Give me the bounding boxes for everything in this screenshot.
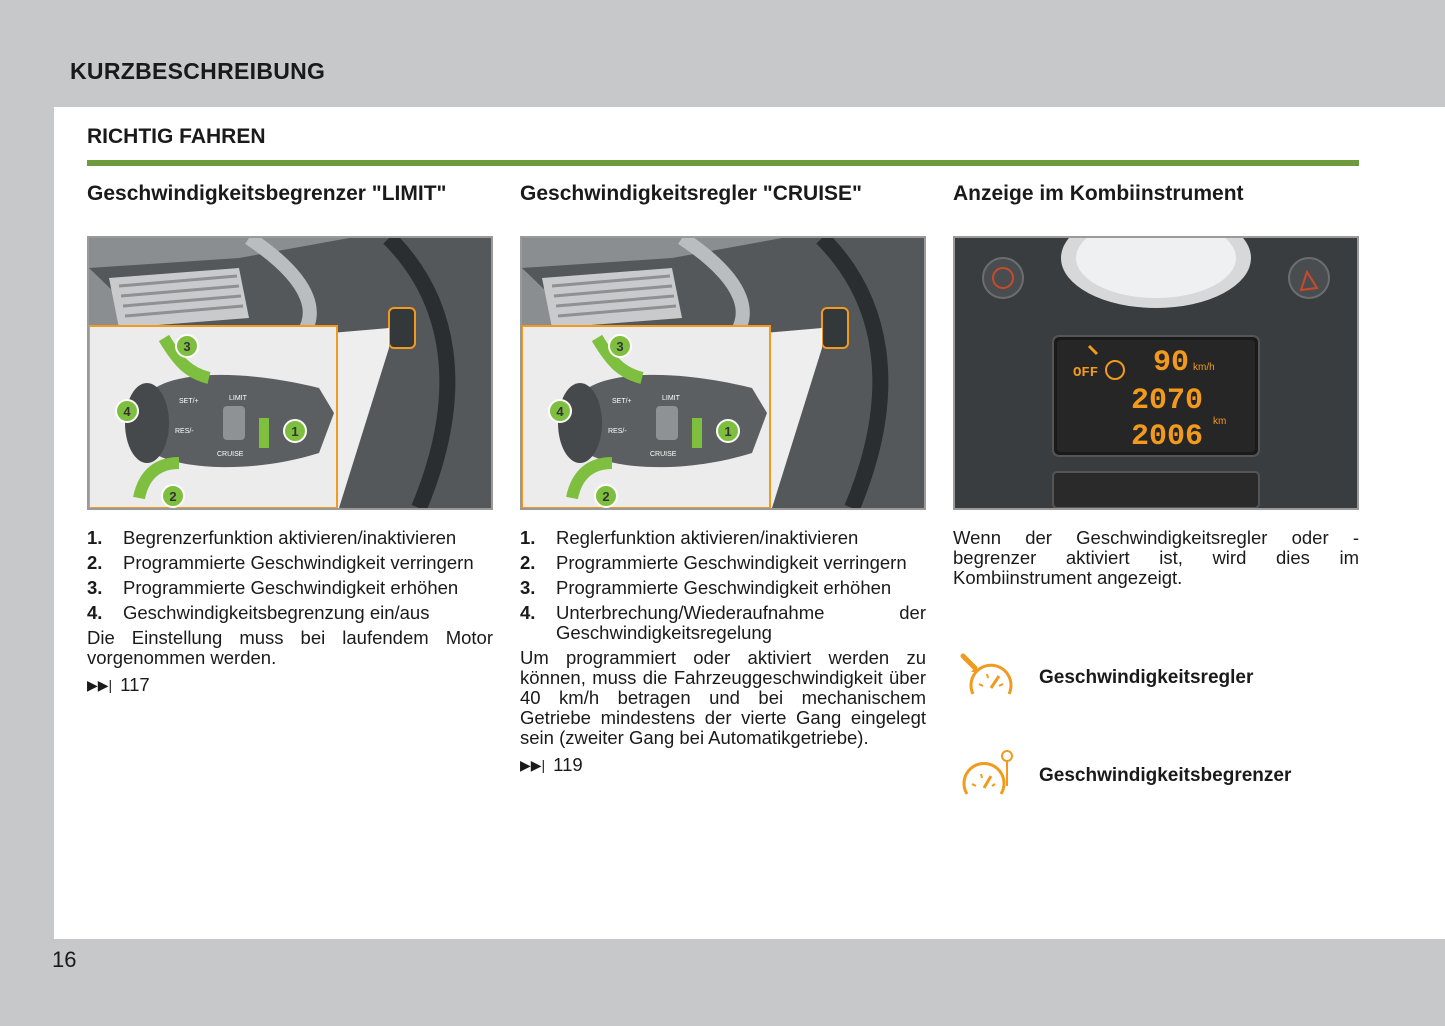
callout-1: 1 xyxy=(724,424,732,439)
reference-page: 119 xyxy=(553,754,583,775)
legend-limiter xyxy=(959,748,1291,804)
cruise-steps-list xyxy=(520,528,926,643)
reference-page: 117 xyxy=(120,674,150,695)
instrument-cluster-illustration xyxy=(955,238,1357,508)
fast-forward-icon: ▶▶| xyxy=(520,756,546,773)
page-reference[interactable] xyxy=(520,754,926,776)
callout-3: 3 xyxy=(616,339,624,354)
callout-4: 4 xyxy=(123,404,131,419)
cruise-note: Um programmiert oder aktiviert werden zu können, muss die Fahrzeuggeschwindigkeit über 40 km/h betragen und bei mechanischem Getriebe mindestens der vierte Gang eingelegt sein (zweiter Gang bei Automatikgetriebe). xyxy=(520,647,926,748)
limit-note: Die Einstellung muss bei laufendem Motor vorgenommen werden. xyxy=(87,627,493,668)
list-text: Reglerfunktion aktivieren/inaktivieren xyxy=(556,527,859,548)
display-explanation: Wenn der Geschwindigkeitsregler oder -begrenzer aktiviert ist, wird dies im Kombiinstrument angezeigt. xyxy=(953,527,1359,588)
lcd-line3-unit: km xyxy=(1213,416,1227,427)
lever-label-limit: LIMIT xyxy=(229,395,247,402)
list-item xyxy=(520,578,926,598)
steering-column-illustration xyxy=(89,238,491,508)
speed-limiter-icon xyxy=(959,748,1017,804)
list-item xyxy=(87,603,493,623)
list-text: Programmierte Geschwindigkeit verringern xyxy=(556,552,907,573)
legend-label: Geschwindigkeitsregler xyxy=(1039,667,1254,688)
page-subtitle: RICHTIG FAHREN xyxy=(87,125,266,148)
cruise-lever-image xyxy=(520,236,926,510)
lcd-off-label: OFF xyxy=(1073,365,1099,381)
callout-4: 4 xyxy=(556,404,564,419)
column-title: Anzeige im Kombiinstrument xyxy=(953,182,1244,205)
section-title: KURZBESCHREIBUNG xyxy=(70,58,326,84)
limit-steps-list xyxy=(87,528,493,623)
list-item xyxy=(520,603,926,643)
lcd-speed: 90 xyxy=(1153,346,1190,380)
limit-lever-image xyxy=(87,236,493,510)
list-number: 1. xyxy=(87,527,103,548)
list-number: 1. xyxy=(520,527,536,548)
lever-label-cruise: CRUISE xyxy=(650,451,677,458)
page-content xyxy=(54,107,1445,939)
list-number: 3. xyxy=(520,577,536,598)
callout-2: 2 xyxy=(169,489,177,504)
list-text: Begrenzerfunktion aktivieren/inaktivieren xyxy=(123,527,457,548)
lever-label-cruise: CRUISE xyxy=(217,451,244,458)
steering-column-illustration xyxy=(522,238,924,508)
list-item xyxy=(520,528,926,548)
lever-label-set: SET/+ xyxy=(612,398,632,405)
list-number: 3. xyxy=(87,577,103,598)
list-number: 2. xyxy=(520,552,536,573)
list-text: Programmierte Geschwindigkeit erhöhen xyxy=(123,577,459,598)
page-reference[interactable] xyxy=(87,674,493,696)
lcd-speed-unit: km/h xyxy=(1193,362,1215,373)
lcd-line3: 2006 xyxy=(1131,420,1204,454)
column-display xyxy=(953,182,1359,786)
callout-3: 3 xyxy=(183,339,191,354)
lever-label-res: RES/- xyxy=(608,428,627,435)
legend-cruise xyxy=(959,652,1253,704)
lever-label-limit: LIMIT xyxy=(662,395,680,402)
list-text: Geschwindigkeitsbegrenzung ein/aus xyxy=(123,602,430,623)
lcd-line2: 2070 xyxy=(1131,384,1204,418)
list-item xyxy=(520,553,926,573)
column-title: Geschwindigkeitsbegrenzer "LIMIT" xyxy=(87,182,447,205)
callout-2: 2 xyxy=(602,489,610,504)
list-item xyxy=(87,553,493,573)
column-title: Geschwindigkeitsregler "CRUISE" xyxy=(520,182,863,205)
instrument-cluster-image xyxy=(953,236,1359,510)
list-item xyxy=(87,578,493,598)
callout-1: 1 xyxy=(291,424,299,439)
column-cruise xyxy=(520,182,926,776)
divider-rule xyxy=(87,160,1359,166)
lever-label-res: RES/- xyxy=(175,428,194,435)
page-number: 16 xyxy=(52,947,77,972)
fast-forward-icon: ▶▶| xyxy=(87,676,113,693)
lever-label-set: SET/+ xyxy=(179,398,199,405)
list-text: Unterbrechung/Wiederaufnahme der Geschwindigkeitsregelung xyxy=(556,602,926,643)
list-text: Programmierte Geschwindigkeit verringern xyxy=(123,552,474,573)
list-text: Programmierte Geschwindigkeit erhöhen xyxy=(556,577,892,598)
list-number: 4. xyxy=(520,602,536,623)
column-limit xyxy=(87,182,493,696)
cruise-control-icon xyxy=(959,652,1017,704)
legend-label: Geschwindigkeitsbegrenzer xyxy=(1039,765,1292,786)
list-number: 4. xyxy=(87,602,103,623)
list-item xyxy=(87,528,493,548)
list-number: 2. xyxy=(87,552,103,573)
